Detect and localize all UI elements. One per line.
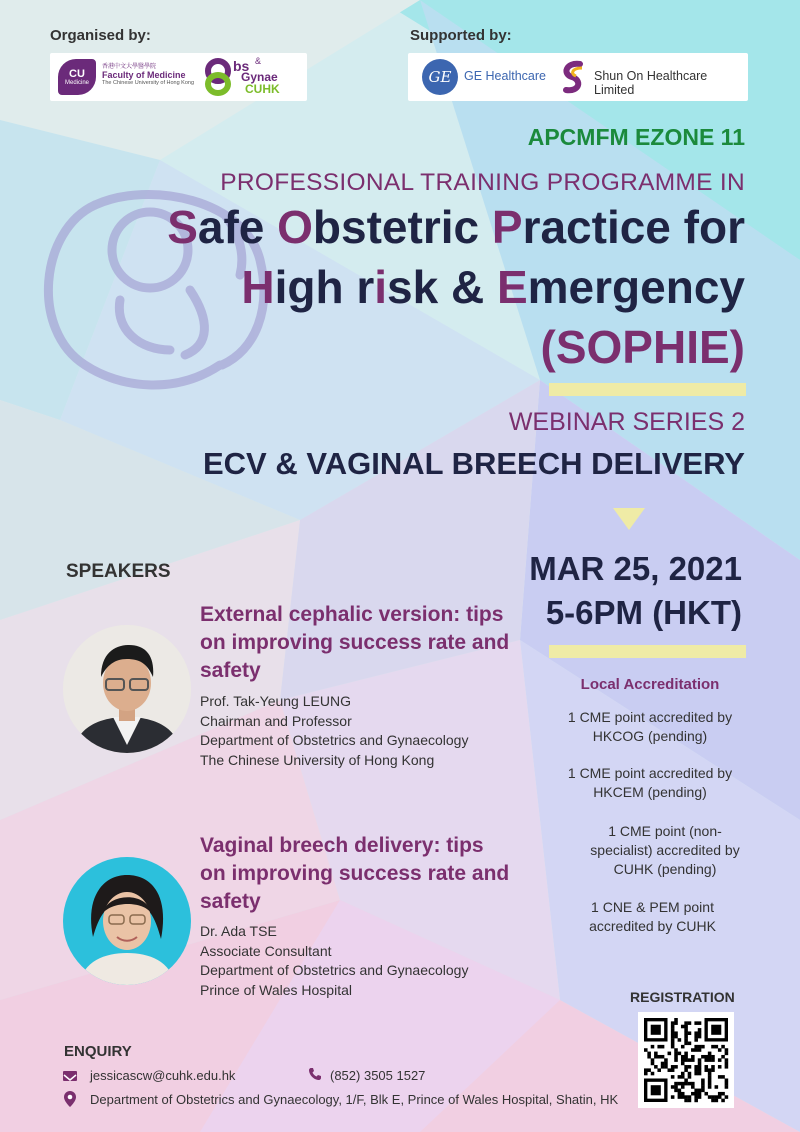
title-text-segment: sk & — [387, 261, 497, 313]
shun-on-name: Shun On Healthcare Limited — [594, 69, 708, 97]
webinar-series: WEBINAR SERIES 2 — [508, 408, 745, 436]
speaker-dept-2: Department of Obstetrics and Gynaecology — [200, 962, 469, 978]
speaker-role-1: Chairman and Professor — [200, 712, 352, 729]
down-triangle-marker — [613, 508, 645, 530]
event-code: APCMFM EZONE 11 — [527, 124, 745, 150]
highlight-bar-title — [549, 383, 746, 396]
speaker-org-1: The Chinese University of Hong Kong — [200, 751, 435, 768]
event-date: MAR 25, 2021 — [529, 550, 742, 587]
title-text-segment: ractice for — [522, 201, 745, 253]
title-initial-letter: O — [277, 201, 313, 253]
webinar-topic: ECV & VAGINAL BREECH DELIVERY — [202, 446, 745, 481]
faculty-name: Faculty of Medicine — [102, 70, 186, 80]
title-line-2 — [241, 258, 745, 316]
accreditation-item-4: 1 CNE & PEM point accredited by CUHK — [589, 899, 716, 934]
speaker-photo-tse — [63, 857, 191, 985]
accreditation-item-1: 1 CME point accredited by HKCOG (pending) — [567, 709, 733, 744]
location-pin-icon — [64, 1091, 76, 1107]
talk-title-1: External cephalic version: tips on improving success rate and safety — [200, 603, 510, 682]
title-text-segment: igh r — [274, 261, 375, 313]
title-acronym: (SOPHIE) — [540, 321, 745, 373]
title-text-segment: mergency — [527, 261, 745, 313]
title-initial-letter: i — [374, 261, 388, 313]
organised-by-label: Organised by: — [50, 27, 151, 44]
enquiry-phone[interactable]: (852) 3505 1527 — [330, 1068, 426, 1083]
enquiry-email[interactable]: jessicascw@cuhk.edu.hk — [90, 1068, 236, 1083]
ge-monogram-logo: GE — [422, 59, 458, 95]
supported-by-label: Supported by: — [410, 27, 512, 44]
registration-qr-code[interactable] — [638, 1012, 734, 1108]
registration-label: REGISTRATION — [630, 989, 735, 1005]
organiser-logos — [50, 53, 307, 101]
ge-healthcare-name: GE Healthcare — [464, 69, 546, 83]
highlight-bar-date — [549, 645, 746, 658]
accreditation-item-3: 1 CME point (non-specialist) accredited by CUHK (pending) — [590, 823, 740, 877]
speaker-role-2: Associate Consultant — [200, 942, 332, 959]
speaker-details-1 — [200, 692, 468, 770]
supporter-logos — [408, 53, 748, 101]
enquiry-address: Department of Obstetrics and Gynaecology, 1/F, Blk E, Prince of Wales Hospital, Shatin, HK — [90, 1092, 619, 1107]
title-initial-letter: P — [491, 201, 523, 253]
talk-title-2: Vaginal breech delivery: tips on improving success rate and safety — [200, 834, 510, 913]
shun-on-swirl-logo — [558, 60, 590, 94]
speaker-name-2: Dr. Ada TSE — [200, 923, 277, 939]
obs-gynae-cuhk-logo: bs & Gynae CUHK — [205, 56, 300, 98]
programme-pretitle: PROFESSIONAL TRAINING PROGRAMME IN — [220, 169, 745, 196]
accreditation-heading: Local Accreditation — [580, 676, 720, 693]
title-initial-letter: H — [241, 261, 275, 313]
title-text-segment: bstetric — [312, 201, 492, 253]
speaker-name-1: Prof. Tak-Yeung LEUNG — [200, 693, 351, 709]
speaker-details-2 — [200, 922, 468, 1000]
faculty-subname: The Chinese University of Hong Kong — [102, 80, 195, 86]
accreditation-item-2: 1 CME point accredited by HKCEM (pending) — [567, 765, 733, 800]
title-initial-letter: E — [496, 261, 528, 313]
cu-medicine-logo: CU Medicine — [58, 59, 96, 95]
title-line-1 — [167, 198, 745, 256]
speakers-heading: SPEAKERS — [66, 561, 171, 582]
title-text-segment: afe — [197, 201, 278, 253]
event-time: 5-6PM (HKT) — [545, 594, 742, 631]
speaker-dept-1: Department of Obstetrics and Gynaecology — [200, 732, 469, 748]
speaker-photo-leung — [63, 625, 191, 753]
speaker-org-2: Prince of Wales Hospital — [200, 981, 352, 998]
email-icon — [63, 1071, 77, 1081]
enquiry-heading: ENQUIRY — [64, 1043, 132, 1060]
faculty-chinese-name: 香港中文大學醫學院 — [102, 64, 157, 70]
title-initial-letter: S — [167, 201, 198, 253]
phone-icon — [308, 1067, 322, 1081]
